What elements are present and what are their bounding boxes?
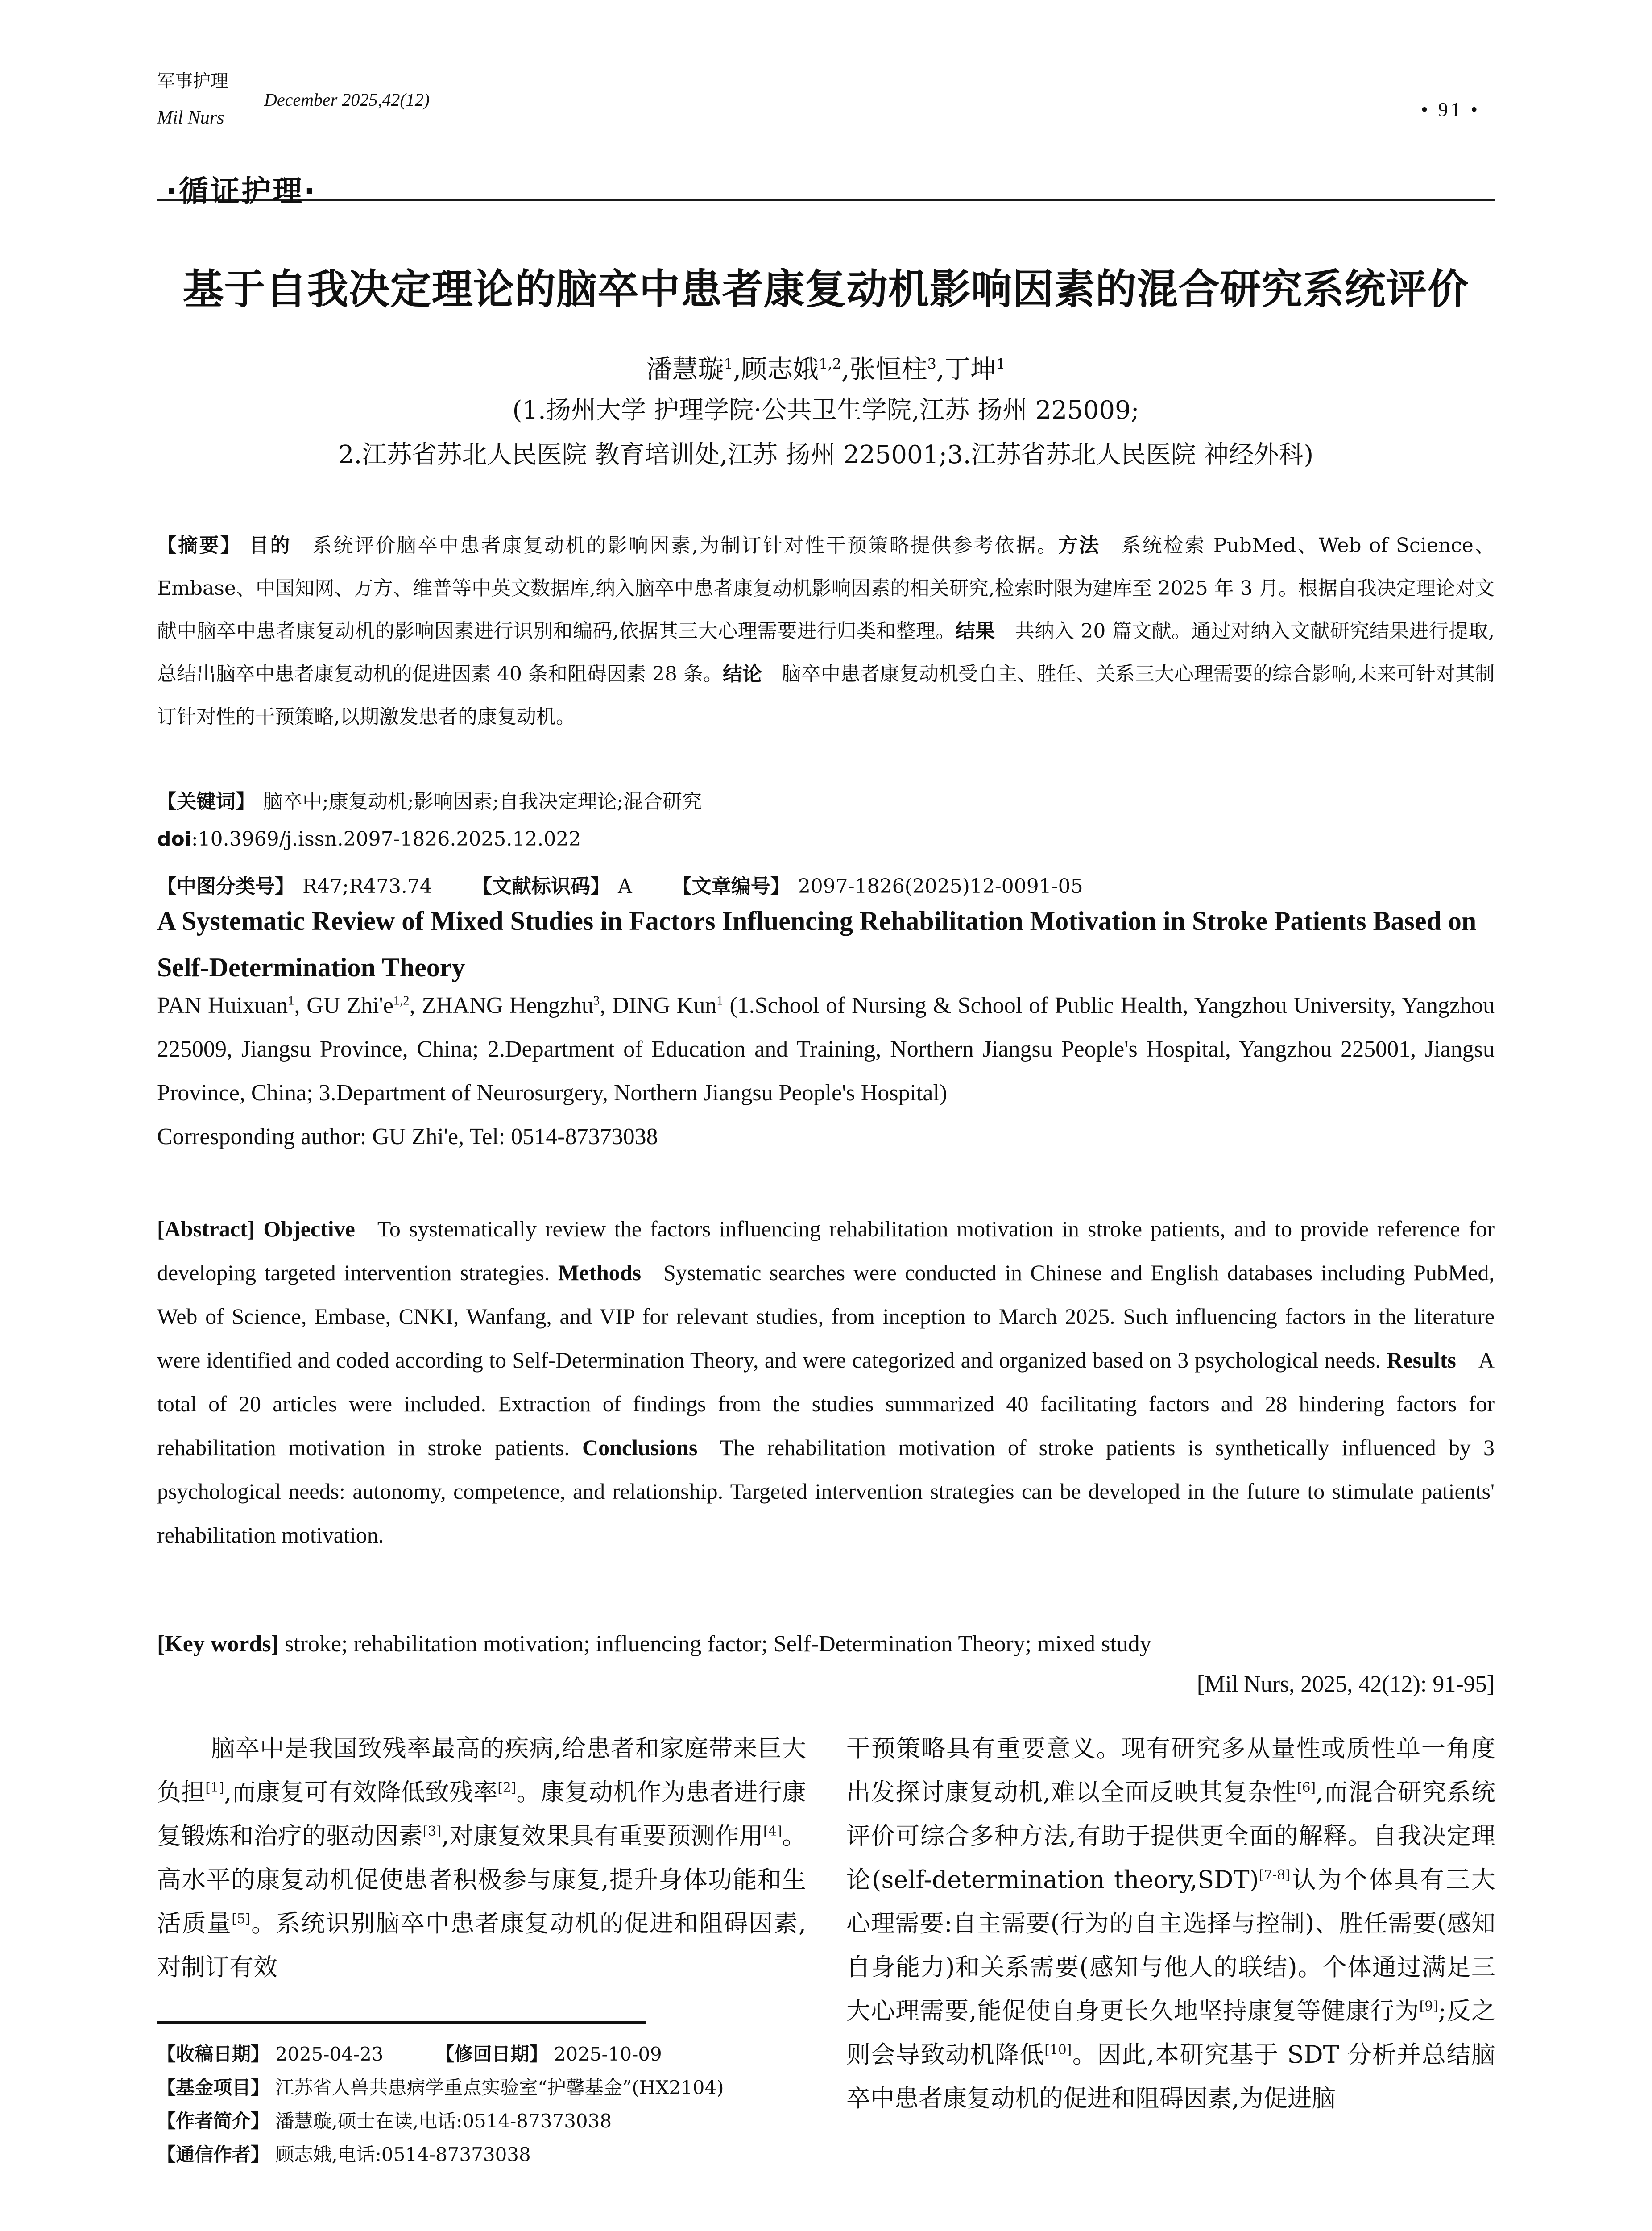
doi-label: doi	[157, 828, 191, 850]
affiliation-line: (1.扬州大学 护理学院·公共卫生学院,江苏 扬州 225009;	[512, 396, 1139, 425]
citation-ref[interactable]: [2]	[497, 1780, 517, 1796]
author-en: PAN Huixuan	[157, 993, 288, 1018]
author-bio-text: 潘慧璇,硕士在读,电话:0514-87373038	[275, 2110, 612, 2132]
abstract-text: A total of 20 articles were included. Extraction of findings from the studies summarized 40 facilitating factors and 28 hindering factors for rehabilitation motivation in stroke patients.	[157, 1348, 1495, 1460]
citation-en: [Mil Nurs, 2025, 42(12): 91-95]	[1197, 1671, 1495, 1697]
author-affil-sup: 1,2	[393, 994, 410, 1008]
doc-code-value: A	[618, 875, 632, 898]
journal-name-cn: 军事护理	[157, 71, 228, 91]
body-column-right	[846, 1727, 1495, 2120]
issue-info: December 2025,42(12)	[264, 90, 430, 110]
author-affil-sup: 1,2	[819, 355, 841, 373]
doc-code-label: 【文献标识码】	[472, 875, 610, 898]
footnote-dates	[157, 2037, 826, 2070]
received-label: 【收稿日期】	[157, 2043, 270, 2065]
abstract-section-label: 结果	[955, 620, 995, 643]
abstract-section-label: Methods	[558, 1260, 642, 1285]
corresponding-label: 【通信作者】	[157, 2144, 270, 2165]
abstract-en-label: [Abstract]	[157, 1216, 255, 1241]
abstract-section-label: Objective	[263, 1216, 355, 1241]
article-no-value: 2097-1826(2025)12-0091-05	[798, 875, 1083, 898]
abstract-text: 系统评价脑卒中患者康复动机的影响因素,为制订针对性干预策略提供参考依据。	[311, 534, 1058, 557]
body-text: 干预策略具有重要意义。现有研究多从量性或质性单一角度出发探讨康复动机,难以全面反映其复杂性	[846, 1734, 1495, 1806]
authors-en-block: PAN Huixuan$^1$, GU $Zhi'e^{1,2}$, ZHANG Hengzhu$^3$, DING Kun$^1$ (1.School of Nursing & School of Public Health, Yangzhou University, Yangzhou 225009, Jiangsu Province, China; 2.Department of Education and Training, Northern Jiangsu People's Hospital, Yangzhou 225001, Jiangsu Province, China; 3.Department of Neurosurgery, Northern Jiangsu People's Hospital) Corresponding author: GU Zhi'e, Tel: 0514-87373038	[157, 993, 1495, 1149]
keywords-en-label: [Key words]	[157, 1631, 279, 1657]
doi-link[interactable]: :10.3969/j.issn.2097-1826.2025.12.022	[191, 828, 581, 850]
abstract-section-label: Conclusions	[582, 1435, 698, 1460]
author-en: DING Kun	[612, 993, 717, 1018]
abstract-text: 脑卒中患者康复动机受自主、胜任、关系三大心理需要的综合影响,未来可针对其制订针对性的干预策略,以期激发患者的康复动机。	[157, 663, 1495, 728]
author-affil-sup: 1	[996, 355, 1006, 373]
affiliation-line: 2.江苏省苏北人民医院 教育培训处,江苏 扬州 225001;3.江苏省苏北人民医院 神经外科)	[338, 440, 1314, 469]
body-text: 。高水平的康复动机促使患者积极参与康复,提升身体功能和生活质量	[157, 1822, 807, 1937]
abstract-en	[157, 1207, 1495, 1557]
author-bio-label: 【作者简介】	[157, 2110, 270, 2132]
clc-value: R47;R473.74	[302, 875, 433, 898]
keywords-en	[157, 1631, 1495, 1657]
journal-name-en: Mil Nurs	[157, 108, 224, 128]
body-text: ,而康复可有效降低致残率	[224, 1778, 498, 1806]
body-text: 脑卒中是我国致残率最高的疾病,给患者和家庭带来巨大负担	[157, 1734, 806, 1806]
footnotes	[157, 2037, 826, 2171]
citation-ref[interactable]: [3]	[422, 1824, 442, 1839]
keywords-text: 脑卒中;康复动机;影响因素;自我决定理论;混合研究	[263, 790, 702, 813]
abstract-section-label: 方法	[1058, 534, 1101, 557]
citation-ref[interactable]: [7-8]	[1259, 1867, 1291, 1883]
author-en: ZHANG Hengzhu	[422, 993, 593, 1018]
author: 顾志娥	[741, 354, 819, 384]
footnote-fund	[157, 2070, 826, 2104]
revised-date: 2025-10-09	[554, 2043, 662, 2065]
fund-label: 【基金项目】	[157, 2077, 270, 2098]
citation-ref[interactable]: [1]	[205, 1780, 224, 1796]
abstract-section-label: 结论	[722, 663, 762, 685]
revised-label: 【修回日期】	[435, 2043, 548, 2065]
article-title-cn: 基于自我决定理论的脑卒中患者康复动机影响因素的混合研究系统评价	[182, 265, 1469, 313]
abstract-section-label: Results	[1387, 1348, 1456, 1373]
abstract-text: The rehabilitation motivation of stroke patients is synthetically influenced by 3 psychological needs: autonomy, competence, and relationship. Targeted intervention strategies can be developed in the future to stimulate patients' rehabilitation motivation.	[157, 1435, 1495, 1547]
received-date: 2025-04-23	[275, 2043, 384, 2065]
keywords-en-text: stroke; rehabilitation motivation; influencing factor; Self-Determination Theory; mixed study	[284, 1631, 1151, 1657]
footnote-rule	[157, 2021, 646, 2024]
abstract-text: Systematic searches were conducted in Chinese and English databases including PubMed, Web of Science, Embase, CNKI, Wanfang, and VIP for relevant studies, from inception to March 2025. Such influencing factors in the literature were identified and coded according to Self-Determination Theory, and were categorized and organized based on 3 psychological needs.	[157, 1260, 1495, 1373]
citation-ref[interactable]: [10]	[1044, 2042, 1072, 2058]
keywords-cn	[157, 785, 702, 814]
classification-line	[157, 870, 1083, 899]
author: 潘慧璇	[646, 354, 724, 384]
author-en: GU Zhi'e	[306, 993, 393, 1018]
author-affil-sup: 1	[716, 994, 723, 1008]
body-text: ,对康复效果具有重要预测作用	[441, 1822, 763, 1850]
author: 丁坤	[944, 354, 997, 384]
abstract-text: 系统检索 PubMed、Web of Science、Embase、中国知网、万方、维普等中英文数据库,纳入脑卒中患者康复动机影响因素的相关研究,检索时限为建库至 2025 年 3 月。根据自我决定理论对文献中脑卒中患者康复动机的影响因素进行识别和编码,依据其三大心理需要进行归类和整理。	[157, 534, 1495, 643]
abstract-label: 【摘要】	[157, 534, 242, 557]
author-affil-sup: 3	[593, 994, 600, 1008]
body-text: ,而混合研究系统评价可综合多种方法,有助于提供更全面的解释。自我决定理论(self-determination theory,SDT)	[846, 1778, 1495, 1894]
body-text: 。因此,本研究基于 SDT 分析并总结脑卒中患者康复动机的促进和阻碍因素,为促进脑	[846, 2040, 1495, 2112]
article-title-en: A Systematic Review of Mixed Studies in Factors Influencing Rehabilitation Motivation in Stroke Patients Based on Self-Determination Theory	[157, 906, 1477, 982]
body-text: ;反之则会导致动机降低	[846, 1997, 1495, 2069]
body-text: 。康复动机作为患者进行康复锻炼和治疗的驱动因素	[157, 1778, 807, 1850]
doi-line	[157, 828, 581, 850]
affiliations-en: (1.School of Nursing & School of Public Health, Yangzhou University, Yangzhou 225009, Jiangsu Province, China; 2.Department of Education and Training, Northern Jiangsu People's Hospital, Yangzhou 225001, Jiangsu Province, China; 3.Department of Neurosurgery, Northern Jiangsu People's Hospital)	[157, 993, 1495, 1106]
citation-ref[interactable]: [4]	[763, 1824, 782, 1839]
abstract-text: To systematically review the factors influencing rehabilitation motivation in stroke patients, and to provide reference for developing targeted intervention strategies.	[157, 1216, 1495, 1285]
authors-cn: 潘慧璇$^1$,顾志娥$^{1,2}$,张恒柱$^3$,丁坤$^1$	[646, 354, 1006, 384]
running-head	[157, 62, 1495, 143]
citation-ref[interactable]: [5]	[232, 1911, 251, 1927]
author: 张恒柱	[849, 354, 927, 384]
body-column-left	[157, 1727, 806, 1989]
page-number: • 91 •	[1421, 99, 1480, 120]
citation-ref[interactable]: [6]	[1297, 1780, 1316, 1796]
abstract-cn	[157, 524, 1495, 738]
author-affil-sup: 3	[927, 355, 936, 373]
keywords-label: 【关键词】	[157, 790, 255, 813]
clc-label: 【中图分类号】	[157, 875, 294, 898]
article-no-label: 【文章编号】	[672, 875, 790, 898]
fund-text: 江苏省人兽共患病学重点实验室“护馨基金”(HX2104)	[275, 2077, 724, 2098]
author-affil-sup: 1	[288, 994, 294, 1008]
abstract-text: 共纳入 20 篇文献。通过对纳入文献研究结果进行提取,总结出脑卒中患者康复动机的促进因素 40 条和阻碍因素 28 条。	[157, 620, 1495, 685]
abstract-section-label: 目的	[249, 534, 291, 557]
corresponding-text: 顾志娥,电话:0514-87373038	[275, 2144, 531, 2165]
body-text: 。系统识别脑卒中患者康复动机的促进和阻碍因素,对制订有效	[157, 1909, 806, 1981]
corresponding-author: Corresponding author: GU Zhi'e, Tel: 0514-87373038	[157, 1124, 658, 1149]
header-rule	[157, 199, 1495, 201]
section-tag: ·循证护理·	[166, 174, 317, 208]
citation-ref[interactable]: [9]	[1419, 1999, 1438, 2014]
footnote-author-bio	[157, 2104, 826, 2137]
footnote-corresponding	[157, 2137, 826, 2171]
body-text: 认为个体具有三大心理需要:自主需要(行为的自主选择与控制)、胜任需要(感知自身能力)和关系需要(感知与他人的联结)。个体通过满足三大心理需要,能促使自身更长久地坚持康复等健康行为	[846, 1866, 1495, 2025]
author-affil-sup: 1	[724, 355, 733, 373]
